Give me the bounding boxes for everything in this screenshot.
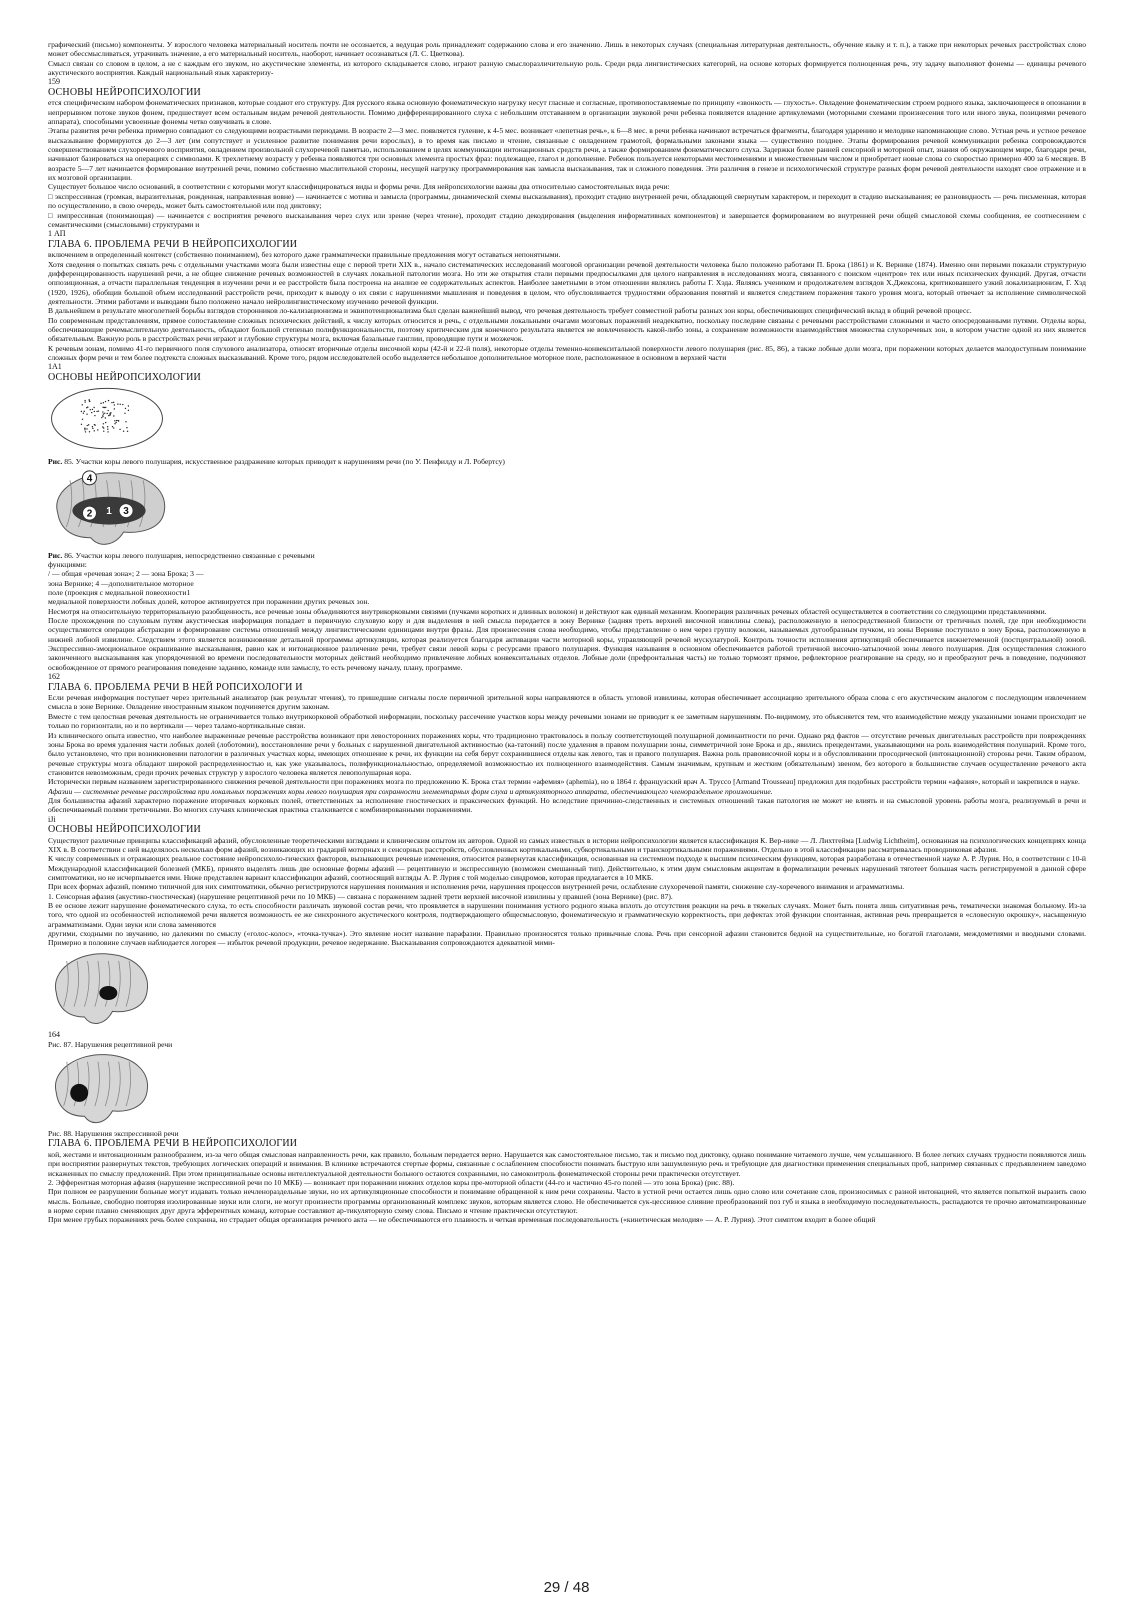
paragraph: ется специфическим набором фонематических признаков, которые создают его структуру. Для русского языка основную фонематическую нагрузку несут гласные и согласные, противопоставляемые по принципу «звонкость — глухость». Овладение фонематическим строем родного языка, заключающееся в опознании в непрерывном потоке звуков фонем, предшествует всем остальным видам речевой деятельности. Помимо дифференцированного слуха с небольшим отставанием в организации звуковой речи ребенка появляется владение артикулемами (моторными схемами произнесения того или иного звука, позициями речевого аппарата), способными усвоенные фонемы четко озвучивать в слове. [48,98,1086,127]
stimulation-point [81,424,82,425]
stimulation-point [104,407,105,408]
stimulation-point [123,431,124,432]
stimulation-point [93,407,94,408]
stimulation-point [84,400,85,401]
paragraph: Этапы развития речи ребенка примерно совпадают со следующими возрастными периодами. В возрасте 2—3 мес. появляется гуление, к 4-5 мес. возникает «лепетная речь», к 6—8 мес. в речи ребенка начинают встречаться фрагменты, благодаря ударению и мелодике напоминающие слово. Устная речь и устное речевое высказывание формируются до 2—3 лет (им сопутствует и усиленное развитие понимания речи взрослых), в то время как письмо и чтение, связанные с овладением грамотой, формальными законами языка — существенно позднее. Этапы формирования речевой коммуникации ребенка сопровождаются совершенствованием слухоречевого восприятия, овладением произвольной слухоречевой памятью, использованием в целях коммуникации интонационных средств речи, а также формированием фонематического слуха. Задержки более ранней сенсорной и моторной опыт, знания об окружающем мире, благодаря речи, начинают базироваться на операциях с символами. К трехлетнему возрасту у ребенка появляются три основных элемента простых фраз: подлежащее, глагол и дополнение. Ребенок пользуется некоторыми местоимениями и множественным числом и приобретает новые слова со скоростью примерно 400 за 6 месяцев. В возрасте 5—7 лет начинается формирование внутренней речи, помимо собственно мыслительной стороны, несущей нагрузку программирования как замысла высказывания, так и сложного поведения. Эти различия в генезе и психологической структуре разных форм речевой деятельности находят свое отражение и в их мозговой организации. [48,126,1086,183]
paragraph: Для большинства афазий характерно поражение вторичных корковых полей, ответственных за исполнение гностических и праксических функций. Но вследствие причинно-следственных и системных отношений такая патология не может не влиять и на смысловой уровень работы мозга, реализуемый в речи и обеспечиваемый полями третичными. Во многих случаях клиническая практика сталкивается с комбинированными поражениями. [48,795,1086,815]
stimulation-point [113,416,114,417]
paragraph: При всех формах афазий, помимо типичной для них симптоматики, обычно регистрируются нарушения понимания и исполнения речи, нарушения процессов внутренней речи, ослабление слухоречевой памяти, снижение слу-хоречевого внимания и аграмматизмы. [48,882,905,892]
stimulation-point [97,430,98,431]
stimulation-point [92,426,93,427]
caption-label: Рис. [48,457,63,467]
paragraph: Если речевая информация поступает через зрительный анализатор (как результат чтения), то пришедшие сигналы после первичной зрительной коры направляются в область угловой извилины, которая обеспечивает ассоциацию зрительного образа слова с его акустическим аналогом с последующим извлечением смысла в зоне Вернике. Овладение иностранным языком подчиняется другим законам. [48,693,1086,712]
stimulation-point [128,406,129,407]
stimulation-point [107,432,108,433]
page-number: 1 АП [48,229,66,239]
paragraph: медиальной поверхности лобных долей, которое активируется при поражении других речевых зон. [48,597,370,607]
page-indicator: 29 / 48 [543,1579,590,1596]
paragraph: К речевым зонам, помимо 41-го первичного поля слухового анализатора, относят вторичные отделы височной коры (42-й и 22-й поля), некоторые отделы теменно-конвекситальной поверхности левого полушария (рис. 85, 86), а также лобные доли мозга, при поражении которых делается малодоступным понимание сложных форм речи и тем более подтекста сложных высказываний. Кроме того, рядом исследователей особо выделяется небольшое дополнительное моторное поле, расположенное в основном в верхней части [48,343,1086,362]
stimulation-point [84,428,85,429]
caption-text: 85. Участки коры левого полушария, искусственное раздражение которых приводит к нарушениям речи (по У. Пенфилду и Л. Робертсу) [62,457,505,467]
figure-image [48,949,152,1029]
stimulation-point [89,431,90,432]
paragraph: другими, сходными по звучанию, но далекими по смыслу («голос-колос», «точка-тучка»). Это явление носит название парафазии. Правильно произносятся только привычные слова. Речь при сенсорной афазии становится бедной на существительные, но богатой глаголами, междометиями и вводными словами. Примерно в половине случаев наблюдается логорея — избыток речевой продукции, речевое недержание. Высказывания сопровождаются адекватной мими- [48,929,1086,948]
paragraph: В ее основе лежит нарушение фонематического слуха, то есть способности различать звуковой состав речи, что проявляется в нарушении понимания устного родного языка вплоть до отсутствия реакции на речь в тяжелых случаях. Может быть понята лишь ситуативная речь, тематически знакомая больному. Из-за того, что одной из особенностей исполняемой речи является возможность ее же синхронного акустического контроля, подтверждающего общесмысловую, фонематическую и грамматическую корректность, при дефектах этой функции спонтанная, активная речь превращается в «словесную окрошку», насыщенную аграмматизмами. Одни звуки или слова заменяются [48,901,1086,929]
stimulation-point [82,419,83,420]
stimulation-point [81,411,82,412]
stimulation-point [84,411,85,412]
stimulation-point [114,405,115,406]
figure-brain-dots [48,384,1086,456]
stimulation-point [126,427,127,428]
stimulation-point [89,401,90,402]
page-content [48,40,1086,1595]
lesion-area [99,986,117,1000]
stimulation-point [117,404,118,405]
stimulation-point [86,414,87,415]
page-number: 159 [48,77,60,87]
paragraph: □ импрессивная (понимающая) — начинается с восприятия речевого высказывания через слух или зрение (через чтение), проходит стадию декодирования (выделения информативных компонентов) и завершается формированием во внутренней речи общей смысловой схемы сообщения, ее соотнесением с семантическими (смысловыми) структурами и [48,210,1086,229]
stimulation-point [85,432,86,433]
stimulation-point [96,411,97,412]
stimulation-point [94,424,95,425]
paragraph: При менее грубых поражениях речь более сохранна, но страдает общая организация речевого акта — не обеспечиваются его плавность и четкая временная последовательность («кинетическая мелодия» — А. Р. Лурия). Этот симптом входит в более общий [48,1215,876,1225]
stimulation-point [112,426,113,427]
stimulation-point [113,428,114,429]
stimulation-point [87,407,88,408]
stimulation-point [109,415,110,416]
page-number: 1А1 [48,362,62,372]
brain-outline [55,1055,147,1123]
figure-caption [48,457,1086,466]
caption-text: 86. Участки коры левого полушария, непосредственно связанные с речевыми [62,550,315,560]
figure-brain-front [48,1050,1086,1128]
paragraph: После прохождения по слуховым путям акустическая информация попадает в первичную слуховую кору и для выделения в ней смысла передается в зону Вернике (задняя треть верхней височной извилины слева), расположенную в непосредственной близости от третичных полей, где при необходимости осуществляются операции абстракции и формирование системы отношений между лингвистическими единицами внутри фразы. Для произнесения слова необходимо, чтобы представление о нем через группу волокон, называемых дугообразным пучком, из зоны Вернике поступило в зону Брока, расположенную в нижней лобной извилине. Следствием этого является возникновение детальной программы артикуляции, которая реализуется благодаря активации части моторной коры, управляющей речевой мускулатурой. Контроль точности исполнения артикуляций обеспечивается нижнетеменной (постцентральной) зоной. Экспрессивно-эмоциональное окрашивание высказывания, равно как и интонационное различение речи, требует связи левой коры с ресурсами правого полушария. Функция называния в основном обеспечивается работой третичной височно-затылочной зоны левого полушария. Для осуществления сложного законченного высказывания как упорядоченной во времени последовательности моторных действий необходимо привлечение лобных конвекситальных отделов. Лобные доли (префронтальная часть) не только тормозят прямое, рефлекторное реагирование на среду, но и преобразуют речь в поведение, подчиняют освобожденное от прямого реагирования поведение заданию, команде или замыслу, то есть речевому началу, плану, программе. [48,616,1086,672]
definition-paragraph: Афазии — системные речевые расстройства при локальных поражениях коры левого полушария при сохранности элементарных форм слуха и артикуляторного аппарата, обеспечивающего членораздельное произношение. [48,786,773,796]
stimulation-point [103,423,104,424]
stimulation-point [107,410,108,411]
stimulation-point [105,422,106,423]
stimulation-point [114,420,115,421]
stimulation-point [84,429,85,430]
stimulation-point [107,429,108,430]
stimulation-point [98,411,99,412]
paragraph: поле (проекция с медиальной повеохности1 [48,588,191,598]
stimulation-point [115,422,116,423]
paragraph: Вместе с тем целостная речевая деятельность не ограничивается только внутрикорковой обработкой информации, поскольку рассечение участков коры между речевыми зонами не приводит к ее заметным нарушениям. По-видимому, это объясняется тем, что взаимодействие между указанными зонами происходит не только по горизонтали, но и по вертикали — через таламо-кортикальные связи. [48,711,1086,731]
brain-outline [52,389,163,449]
paragraph: функциями: [48,560,87,569]
figure-image [48,468,170,550]
stimulation-point [116,420,117,421]
stimulation-point [100,403,101,404]
stimulation-point [120,404,121,405]
stimulation-point [110,412,111,413]
figure-caption [48,551,1086,560]
page-number: 162 [48,672,60,682]
stimulation-point [108,415,109,416]
paragraph: 1. Сенсорная афазия (акустико-гностическая) (нарушение рецептивной речи по 10 МКБ) — связана с поражением задней трети верхней височной извилины у правшей (зона Вернике) (рис. 87). [48,891,673,901]
stimulation-point [94,411,95,412]
stimulation-point [92,428,93,429]
stimulation-point [103,431,104,432]
stimulation-point [104,413,105,414]
stimulation-point [114,423,115,424]
lesion-area [70,1084,88,1102]
stimulation-point [107,413,108,414]
paragraph: кой, жестами и интонационным разнообразием, из-за чего общая смысловая направленность речи, как правило, больным передается верно. Нарушается как самостоятельное письмо, так и письмо под диктовку, однако понимание читаемого лучше, чем услышанного. В более легких случаях трудности появляются лишь при восприятии развернутых текстов, требующих логических операций и внимания. В клинике встречаются стертые формы, связанные с ослаблением способности понимать быструю или зашумленную речь и требующие для диагностики применения специальных проб, например связанных с предъявлением заведомо искаженных по смыслу предложений. При этом принципиальные основы интеллектуальной деятельности больного остаются сохранными, но самоконтроль фонематической стороны речи практически отсутствует. [48,1149,1086,1178]
figure-brain-zones [48,468,1086,550]
stimulation-point [117,420,118,421]
zone-number: 2 [86,508,93,520]
stimulation-point [84,402,85,403]
stimulation-point [91,412,92,413]
running-header: ГЛАВА 6. ПРОБЛЕМА РЕЧИ В НЕЙРОПСИХОЛОГИИ [48,1138,298,1150]
caption-text: Рис. 87. Нарушения рецептивной речи [48,1039,173,1049]
stimulation-point [102,416,103,417]
stimulation-point [103,414,104,415]
stimulation-point [103,402,104,403]
paragraph: Смысл связан со словом в целом, а не с каждым его звуком, но акустические элементы, из которого складывается слово, играют разную смыслоразличительную роль. Среди ряда лингвистических категорий, на основе которых формируется полноценная речь, эту задачу выполняют фонемы — единицы речевого акустического восприятия. Каждый национальный язык характеризу- [48,58,1086,78]
caption-label: Рис. [48,550,63,560]
stimulation-point [92,409,93,410]
stimulation-point [87,425,88,426]
stimulation-point [102,407,103,408]
running-header: ГЛАВА 6. ПРОБЛЕМА РЕЧИ В НЕЙ РОПСИХОЛОГИ И [48,681,303,693]
page-number: 164 [48,1030,60,1040]
stimulation-point [125,408,126,409]
paragraph: включением в определенный контекст (собственно пониманием), без которого даже грамматически правильные предложения могут оставаться непонятными. [48,250,561,260]
running-header: ГЛАВА 6. ПРОБЛЕМА РЕЧИ В НЕЙРОПСИХОЛОГИИ [48,238,298,250]
stimulation-point [128,410,129,411]
paragraph: В дальнейшем в результате многолетней борьбы взглядов сторонников ло-кализационизма и эквипотенционализма был сделан важнейший вывод, что речевая деятельность требует совместной работы разных зон коры, обеспечивающих специфический вклад в общий речевой процесс. [48,306,972,316]
stimulation-point [102,427,103,428]
zone-number: 1 [106,505,112,517]
caption-text: Рис. 88. Нарушения экспрессивной речи [48,1129,179,1139]
stimulation-point [88,399,89,400]
stimulation-point [105,418,106,419]
stimulation-point [114,409,115,410]
stimulation-point [94,430,95,431]
paragraph: Существует большое число оснований, в соответствии с которыми могут классифицироваться виды и формы речи. Для нейропсихологии важны два относительно самостоятельных вида речи: [48,182,670,192]
stimulation-point [111,402,112,403]
stimulation-point [82,404,83,405]
stimulation-point [102,412,103,413]
stimulation-point [101,417,102,418]
paragraph: зона Вернике; 4 —дополнительное моторное [48,578,194,588]
figure-image [48,384,166,456]
paragraph: По современным представлениям, прямое сопоставление сложных психических действий, к числу которых относится и речь, с отдельными локальными очагами мозговых поражений неадекватно, поскольку последние связаны с речевыми расстройствами сложными и часто опосредованными путями. Отделы коры, обеспечивающие речемыслительную деятельность, обладают большой степенью полифункциональности, поэтому критическим для конечного результата является не вовлеченность какой-либо зоны, а сохранение возможности взаимодействия множества слухоречевых зон, в котором участие одной из них является обязательным. Важную роль в расстройствах речи играют и глубокие структуры мозга, включая базальные ганглии, проводящие пути и мозжечок. [48,315,1086,344]
paragraph: 2. Эфферентная моторная афазия (нарушение экспрессивной речи по 10 МКБ) — возникает при поражении нижних отделов коры пре-моторной области (44-го и частично 45-го полей — это зона Брока) (рис. 88). [48,1177,735,1187]
paragraph: Исторически первым названием зарегистрированного снижения речевой деятельности при поражениях мозга по предложению К. Брока стал термин «афемия» (aphemia), но в 1864 г. французский врач А. Труссо [Armand Trousseau] предложил для подобных расстройств термин «афазия», который и закрепился в науке. [48,777,1080,787]
running-header: ОСНОВЫ НЕЙРОПСИХОЛОГИИ [48,86,201,98]
paragraph: / — общая «речевая зона»; 2 — зона Брока; 3 — [48,569,204,579]
figure-caption [48,1129,1086,1138]
stimulation-point [127,431,128,432]
paragraph: □ экспрессивная (громкая, выразительная, рожденная, направленная вовне) — начинается с мотива и замысла (программы, динамической схемы высказывания), проходит стадию внутренней речи, обладающей свернутым характером, и переходит в стадию высказывания; ее разновидность — речь письменная, которая по осуществлению, в свою очередь, может быть самостоятельной или под диктовку; [48,191,1086,211]
zone-number: 3 [123,505,129,517]
stimulation-point [107,426,108,427]
stimulation-point [125,421,126,422]
paragraph: Из клинического опыта известно, что наиболее выраженные речевые расстройства возникают при левосторонних поражениях коры, что традиционно трактовалось в пользу соответствующей полушарной доминантности по речи. Однако ряд фактов — отсутствие речевых двигательных расстройств при повреждениях зоны Брока во время удаления части лобных долей (лоботомии), восстановление речи у больных с нарушенной двигательной активностью (ка-татоний) после удаления в правом полушарии зоны, симметричной зоне Брока и др., явились прецедентами, указывающими на роль взаимодействия полушарий. Кроме того, было установлено, что при возникновении патологии в различных участках коры, имеющих отношение к речи, их функции на себя берут сохранившиеся отделы как левого, так и правого полушария. Важна роль правовисочной коры и в обусловливании просодической (интонационной) стороны речи. Таким образом, речевые структуры мозга обладают широкой распределенностью и, как уже указывалось, полифункциональностью, определяемой возможностью их полноценного взаимодействия. Самым значимым, крупным и жестким (обязательным) звеном, без которого в большинстве случаев осуществление речевого акта становится невозможным, среди прочих речевых структур у взрослого человека является левополушарная кора. [48,730,1086,777]
figure-image [48,1050,152,1128]
stimulation-point [105,401,106,402]
paragraph: Существуют различные принципы классификаций афазий, обусловленные теоретическими взглядами и клиническим опытом их авторов. Одной из самых известных в истории нейропсихологии является классификация К. Вер-нике — Л. Лихтгейма [Ludwig Lichtheim], основанная на психологических концепциях конца XIX в. В соответствии с ней выделялось несколько форм афазий, возникающих из градаций моторных и сенсорных расстройств, обусловленных кортикальными, субкортикальными и транскортикальными поражениями. Отдельно в этой классификации рассматривалась проводниковая афазия. [48,835,1086,854]
paragraph: Хотя сведения о попытках связать речь с отдельными участками мозга были известны еще с первой трети XIX в., начало систематических исследований мозговой организации речевой деятельности человека было положено работами П. Брока (1861) и К. Вернике (1874). Именно они первыми показали структурную дифференцированность нарушений речи, а не общее снижение речевых возможностей в случаях локальной патологии мозга. Но эти же открытия стали первыми предпосылками для целого направления в исследованиях мозга, связанного с поиском «центров» тех или иных психических функций. Другая, отчасти оппозиционная, а отчасти параллельная тенденция в изучении речи и ее расстройств была построена на анализе ее содержательных аспектов. Наиболее заметными в этом отношении являлись работы Г. Хэда. Являясь учеником и продолжателем взглядов Х.Джексона, критиковавшего узкий локализационизм, Г. Хэд (1920, 1926), обобщив большой объем исследований расстройств речи, приходит к выводу о их связи с нарушениями мышления и поведения в целом, что обусловливается трудностями образования понятий и является следствием поражения такого уровня мозга, который отвечает за исполнение символической деятельности. Этими работами и выводами было положено начало нейролингвистическому изучению речевой функции. [48,259,1086,306]
zone-number: 4 [86,472,93,484]
paragraph: графический (письмо) компоненты. У взрослого человека материальный носитель почти не осознается, а ведущая роль принадлежит содержанию слова и его значению. Лишь в некоторых случаях (специальная литературная деятельность, обучение языку и т. п.), а также при некоторых речевых расстройствах слово может обессмысливаться, утрачивать значение, а его материальный носитель, наоборот, начинает осознаваться (Л. С. Цветкова). [48,40,1086,59]
stimulation-point [90,409,91,410]
running-header: ОСНОВЫ НЕЙРОПСИХОЛОГИИ [48,371,201,383]
stimulation-point [86,429,87,430]
paragraph: При полном ее разрушении больные могут издавать только нечленораздельные звуки, но их артикуляционные способности и понимание обращенной к ним речи сохранены. Часто в устной речи остается лишь одно слово или сочетание слов, произносимых с разной интонацией, что является попыткой выразить свою мысль. Больные, свободно повторяя изолированные звуки или слоги, не могут произнести программы организованный комплекс звуков, которым является слово. Не обеспечивается сук-цессивное слияние преобразований поз губ и языка в необходимую последовательность, распадаются те прочно автоматизированные в норме серии плавно сменяющих друг друга эфферентных команд, которые составляют ар-тикуляторную схему слова. Письмо и чтение практически отсутствуют. [48,1187,1086,1215]
page-number: iJi [48,814,56,824]
stimulation-point [105,407,106,408]
figure-brain-post [48,949,1086,1040]
stimulation-point [122,404,123,405]
stimulation-point [103,428,104,429]
running-header: ОСНОВЫ НЕЙРОПСИХОЛОГИИ [48,824,201,836]
stimulation-point [108,400,109,401]
stimulation-point [119,429,120,430]
paragraph: Несмотря на относительную территориальную разобщенность, все речевые зоны объединяются внутрикорковыми связями (пучками коротких и длинных волокон) и действуют как единый механизм. Кооперация различных речевых областей осуществляется в соответствии со следующими представлениями. [48,606,1047,616]
stimulation-point [88,424,89,425]
figure-caption [48,1040,1086,1049]
stimulation-point [113,402,114,403]
paragraph: К числу современных и отражающих реальное состояние нейропсихоло-гических факторов, вызывающих речевые изменения, относится развернутая классификация, основанная на системном подходе к высшим психическим функциям, которая разработана в отечественной науке А. Р. Лурия. Но, в соответствии с 10-й Международной классификацией болезней (МКБ), принято выделять лишь две основные формы афазий — рецептивную и экспрессивную (возможен смешанный тип). Действительно, к этим двум смысловым акцентам в формализации речевых нарушений тяготеет большая часть регистрируемой в данной сфере симптоматики, но не исчерпывается ими. Ниже представлен вариант классификации афазий, соотносящий взгляды А. Р. Лурия с той моделью синдромов, которая предлагается в 10 МКБ. [48,854,1086,882]
stimulation-point [124,413,125,414]
stimulation-point [94,415,95,416]
stimulation-point [83,413,84,414]
